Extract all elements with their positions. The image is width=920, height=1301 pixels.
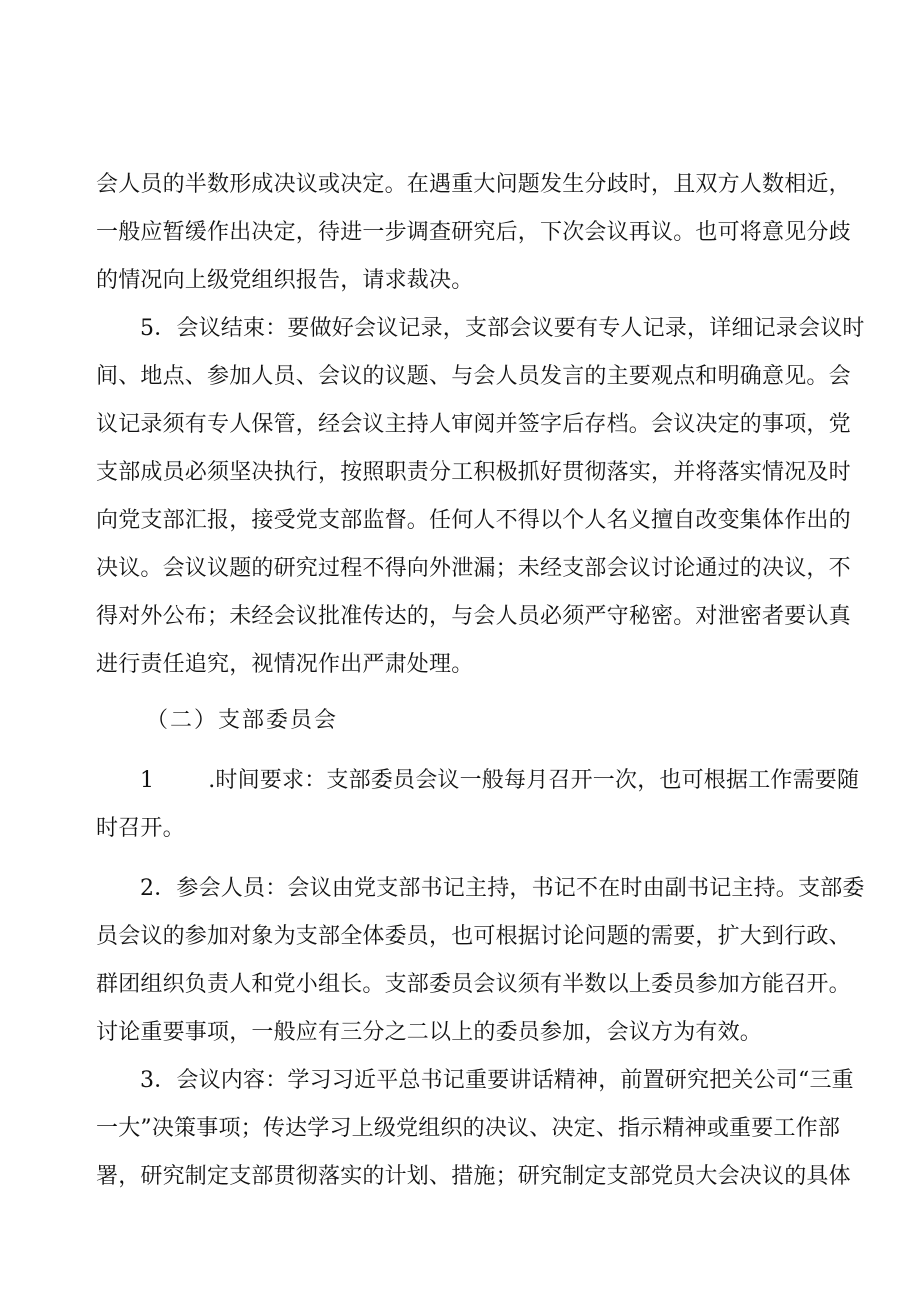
paragraph-line: 间、地点、参加人员、会议的议题、与会人员发言的主要观点和明确意见。会 [96,364,851,389]
paragraph-line: 时召开。 [96,816,185,841]
paragraph-line [140,763,860,799]
paragraph-line: 的情况向上级党组织报告，请求裁决。 [96,268,474,293]
paragraph-line: 议记录须有专人保管，经会议主持人审阅并签字后存档。会议决定的事项，党 [96,412,851,437]
paragraph-line: 群团组织负责人和党小组长。支部委员会议须有半数以上委员参加方能召开。 [96,972,851,997]
paragraph-line: 进行责任追究，视情况作出严肃处理。 [96,652,474,677]
paragraph-line: 讨论重要事项，一般应有三分之二以上的委员参加，会议方为有效。 [96,1020,763,1045]
paragraph-line: 向党支部汇报，接受党支部监督。任何人不得以个人名义擅自改变集体作出的 [96,508,851,533]
item-number: 1 [140,768,155,793]
paragraph-line: 3．会议内容：学习习近平总书记重要讲话精神，前置研究把关公司“三重 [140,1068,854,1093]
item-text: .时间要求：支部委员会议一般每月召开一次，也可根据工作需要随 [208,768,860,793]
paragraph-line: 决议。会议议题的研究过程不得向外泄漏；未经支部会议讨论通过的决议，不 [96,556,851,581]
paragraph-line: 署，研究制定支部贯彻落实的计划、措施；研究制定支部党员大会决议的具体 [96,1164,851,1189]
paragraph-line: 员会议的参加对象为支部全体委员，也可根据讨论问题的需要，扩大到行政、 [96,924,851,949]
paragraph-line: 一般应暂缓作出决定，待进一步调查研究后，下次会议再议。也可将意见分歧 [96,220,851,245]
paragraph-line: 支部成员必须坚决执行，按照职责分工积极抓好贯彻落实，并将落实情况及时 [96,460,851,485]
paragraph-line: 得对外公布；未经会议批准传达的，与会人员必须严守秘密。对泄密者要认真 [96,604,851,629]
paragraph-line: 一大”决策事项；传达学习上级党组织的决议、决定、指示精神或重要工作部 [96,1116,841,1141]
paragraph-line: 会人员的半数形成决议或决定。在遇重大问题发生分歧时，且双方人数相近， [96,172,851,197]
paragraph-line: 5．会议结束：要做好会议记录，支部会议要有专人记录，详细记录会议时 [140,316,865,341]
section-heading: （二）支部委员会 [146,708,339,733]
paragraph-line: 2．参会人员：会议由党支部书记主持，书记不在时由副书记主持。支部委 [140,876,865,901]
